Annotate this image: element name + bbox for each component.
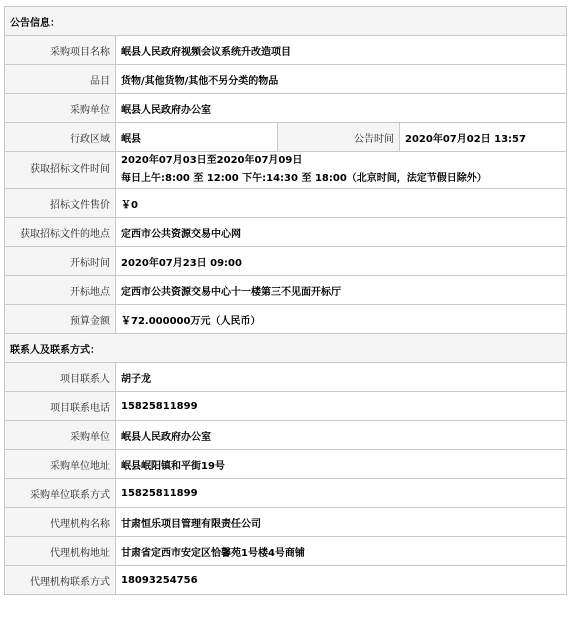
agency-addr-label: 代理机构地址 (5, 537, 116, 566)
purchaser-addr-value: 岷县岷阳镇和平街19号 (116, 450, 567, 479)
table-row (5, 65, 567, 94)
budget-label: 预算金额 (5, 305, 116, 334)
open-place-label: 开标地点 (5, 276, 116, 305)
table-row (5, 276, 567, 305)
contact-person-value: 胡子龙 (116, 363, 567, 392)
purchaser-label: 采购单位 (5, 94, 116, 123)
open-place-value: 定西市公共资源交易中心十一楼第三不见面开标厅 (116, 276, 567, 305)
table-row (5, 363, 567, 392)
project-name-label: 采购项目名称 (5, 36, 116, 65)
table-row (5, 421, 567, 450)
open-time-value: 2020年07月23日 09:00 (116, 247, 567, 276)
table-row (5, 189, 567, 218)
table-row (5, 123, 567, 152)
table-row (5, 218, 567, 247)
budget-value: ￥72.000000万元（人民币） (116, 305, 567, 334)
contact-phone-label: 项目联系电话 (5, 392, 116, 421)
doc-price-label: 招标文件售价 (5, 189, 116, 218)
doc-time-label: 获取招标文件时间 (5, 152, 116, 189)
agency-contact-value: 18093254756 (116, 566, 567, 595)
contact-person-label: 项目联系人 (5, 363, 116, 392)
table-row (5, 305, 567, 334)
agency-contact-label: 代理机构联系方式 (5, 566, 116, 595)
doc-time-dates: 2020年07月03日至2020年07月09日 (121, 155, 303, 166)
doc-place-value: 定西市公共资源交易中心网 (116, 218, 567, 247)
project-name-value: 岷县人民政府视频会议系统升改造项目 (116, 36, 567, 65)
section-notice-row (5, 7, 567, 36)
doc-place-label: 获取招标文件的地点 (5, 218, 116, 247)
table-row (5, 392, 567, 421)
section-contact-row (5, 334, 567, 363)
purchaser-contact-value: 15825811899 (116, 479, 567, 508)
category-label: 品目 (5, 65, 116, 94)
publish-time-label: 公告时间 (278, 123, 400, 152)
contact-phone-value: 15825811899 (116, 392, 567, 421)
table-row (5, 479, 567, 508)
table-row (5, 94, 567, 123)
purchaser-contact-label: 采购单位联系方式 (5, 479, 116, 508)
agency-name-value: 甘肃恒乐项目管理有限责任公司 (116, 508, 567, 537)
purchaser-addr-label: 采购单位地址 (5, 450, 116, 479)
purchaser2-value: 岷县人民政府办公室 (116, 421, 567, 450)
region-value: 岷县 (116, 123, 278, 152)
announcement-table (4, 6, 567, 595)
table-row (5, 450, 567, 479)
section-contact-heading: 联系人及联系方式： (5, 334, 567, 363)
section-notice-heading: 公告信息： (5, 7, 567, 36)
table-row (5, 566, 567, 595)
purchaser2-label: 采购单位 (5, 421, 116, 450)
agency-name-label: 代理机构名称 (5, 508, 116, 537)
purchaser-value: 岷县人民政府办公室 (116, 94, 567, 123)
agency-addr-value: 甘肃省定西市安定区恰馨苑1号楼4号商铺 (116, 537, 567, 566)
publish-time-value: 2020年07月02日 13:57 (400, 123, 567, 152)
table-row (5, 508, 567, 537)
open-time-label: 开标时间 (5, 247, 116, 276)
table-row (5, 247, 567, 276)
category-value: 货物/其他货物/其他不另分类的物品 (116, 65, 567, 94)
table-row (5, 537, 567, 566)
doc-time-hours: 每日上午:8:00 至 12:00 下午:14:30 至 18:00（北京时间，法定节假日除外） (121, 173, 487, 184)
table-row (5, 152, 567, 189)
doc-price-value: ￥0 (116, 189, 567, 218)
doc-time-value (116, 152, 567, 189)
table-row (5, 36, 567, 65)
region-label: 行政区域 (5, 123, 116, 152)
